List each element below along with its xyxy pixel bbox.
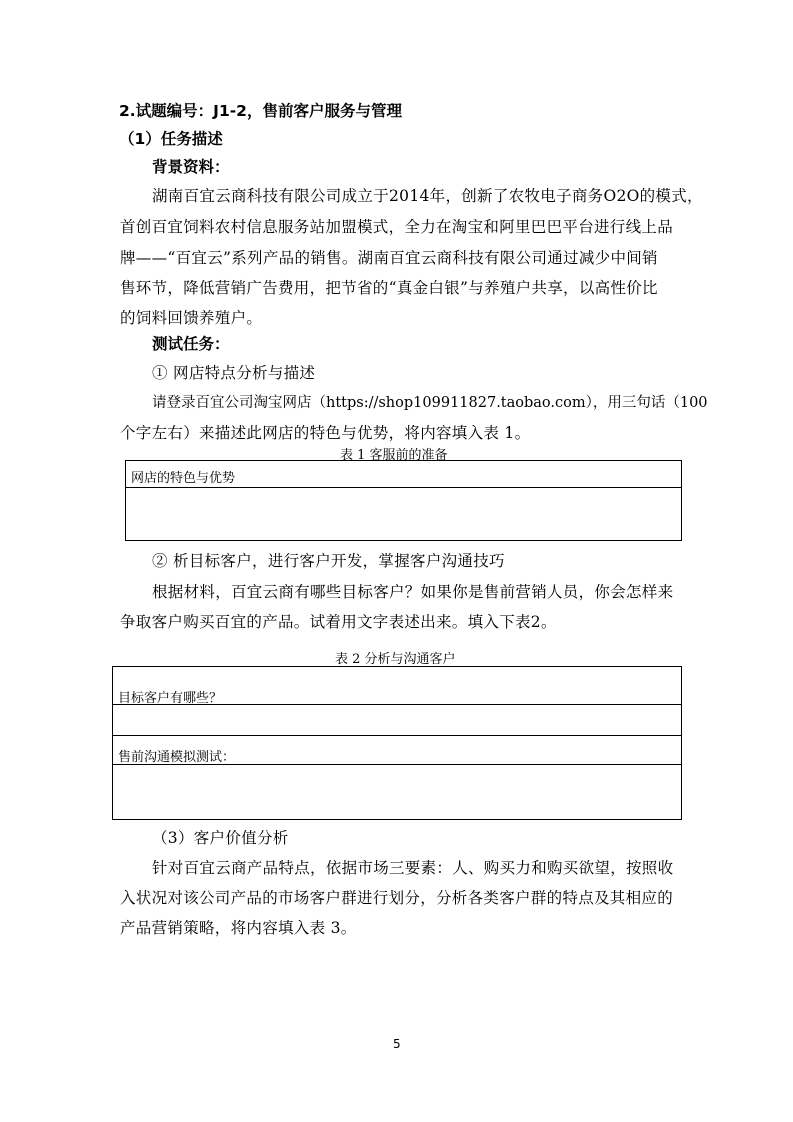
table2-caption: 表 2 分析与沟通客户: [335, 652, 456, 667]
item3-heading: （3）客户价值分析: [152, 829, 289, 847]
background-line-3: 牌——“百宜云”系列产品的销售。湖南百宜云商科技有限公司通过减少中间销: [120, 249, 658, 267]
task-heading: （1）任务描述: [119, 130, 223, 148]
item3-line-3: 产品营销策略，将内容填入表 3。: [120, 919, 357, 937]
item1-line-2: 个字左右）来描述此网店的特色与优势，将内容填入表 1。: [120, 424, 531, 442]
table2-target-answer-cell[interactable]: [118, 710, 673, 730]
table1-answer-cell[interactable]: [131, 495, 671, 535]
background-line-4: 售环节，降低营销广告费用，把节省的“真金白银”与养殖户共享，以高性价比: [120, 279, 658, 297]
item3-line-2: 入状况对该公司产品的市场客户群进行划分，分析各类客户群的特点及其相应的: [120, 889, 674, 907]
item1-line-1: 请登录百宜公司淘宝网店（https://shop109911827.taobao.com），用三句话（100: [152, 395, 708, 411]
table1-row1-label: 网店的特色与优势: [131, 471, 236, 486]
item2-heading: ② 析目标客户，进行客户开发，掌握客户沟通技巧: [152, 552, 505, 570]
item2-line-2: 争取客户购买百宜的产品。试着用文字表述出来。填入下表2。: [120, 613, 557, 631]
background-line-5: 的饲料回馈养殖户。: [120, 309, 263, 327]
item3-line-1: 针对百宜云商产品特点，依据市场三要素：人、购买力和购买欲望，按照收: [152, 859, 674, 877]
item2-line-1: 根据材料，百宜云商有哪些目标客户？如果你是售前营销人员，你会怎样来: [152, 583, 674, 601]
table1-divider: [125, 487, 682, 488]
item1-heading: ① 网店特点分析与描述: [152, 364, 316, 382]
background-heading: 背景资料：: [152, 158, 230, 176]
table2-row3-label: 售前沟通模拟测试：: [118, 750, 236, 765]
table1-caption: 表 1 客服前的准备: [340, 448, 448, 463]
table2-row1-label: 目标客户有哪些？: [118, 691, 223, 706]
background-line-1: 湖南百宜云商科技有限公司成立于2014年，创新了农牧电子商务O2O的模式，: [152, 187, 703, 205]
background-line-2: 首创百宜饲料农村信息服务站加盟模式，全力在淘宝和阿里巴巴平台进行线上品: [120, 218, 674, 236]
table2-divider-2: [112, 735, 682, 736]
page-number: 5: [393, 1037, 401, 1051]
table2-communication-answer-cell[interactable]: [118, 770, 673, 814]
section-title: 2.试题编号：J1-2，售前客户服务与管理: [119, 102, 402, 120]
test-task-heading: 测试任务：: [152, 335, 230, 353]
